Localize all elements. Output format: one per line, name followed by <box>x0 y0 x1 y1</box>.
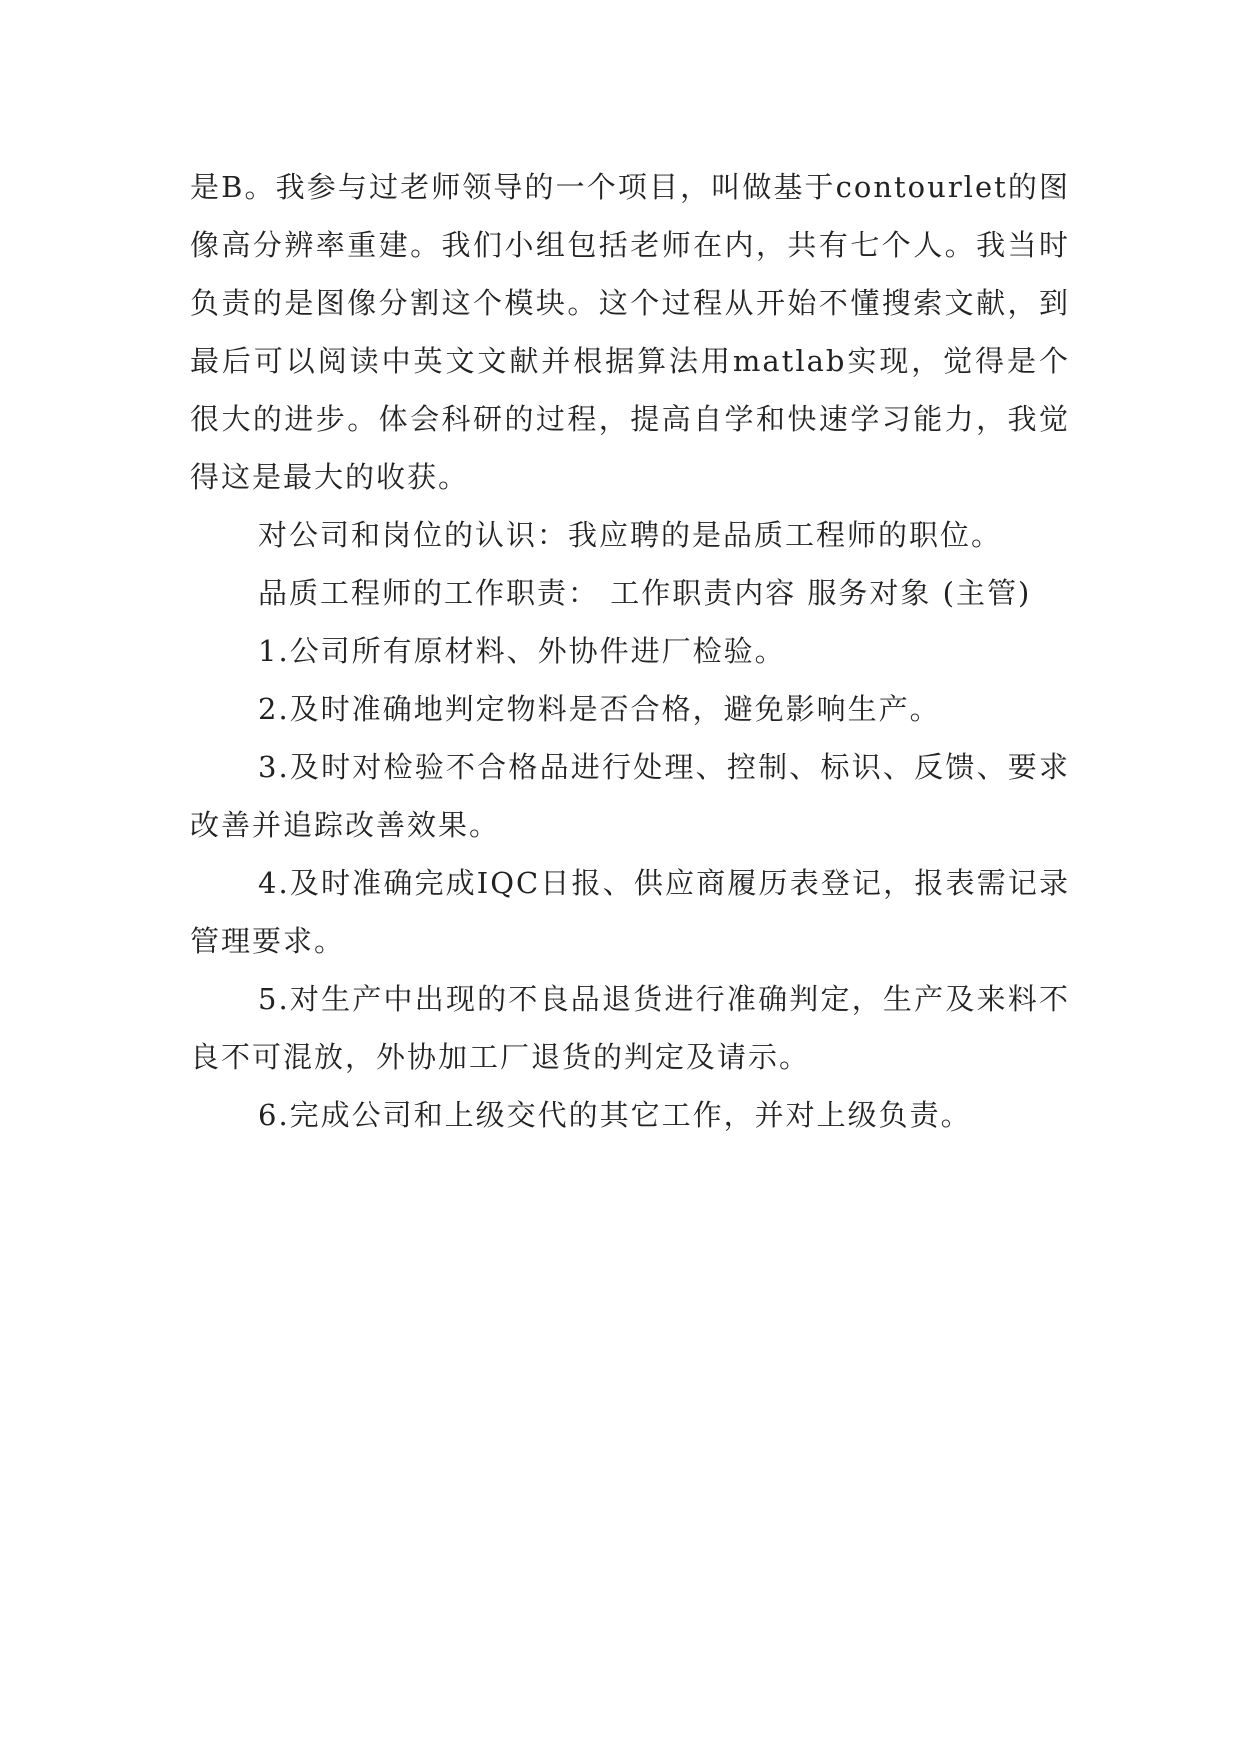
list-item-duty-2: 2.及时准确地判定物料是否合格，避免影响生产。 <box>258 692 941 726</box>
list-item-duty-5: 5.对生产中出现的不良品退货进行准确判定，生产及来料不良不可混放，外协加工厂退货的判定及请示。 <box>190 982 1070 1074</box>
list-item-duty-4: 4.及时准确完成IQC日报、供应商履历表登记，报表需记录管理要求。 <box>190 866 1070 958</box>
list-item-duty-3: 3.及时对检验不合格品进行处理、控制、标识、反馈、要求改善并追踪改善效果。 <box>190 750 1070 842</box>
list-item-duty-1: 1.公司所有原材料、外协件进厂检验。 <box>258 634 786 668</box>
document-body <box>190 158 1070 1144</box>
list-item-duty-6: 6.完成公司和上级交代的其它工作，并对上级负责。 <box>258 1098 972 1132</box>
paragraph-company-understanding: 对公司和岗位的认识：我应聘的是品质工程师的职位。 <box>258 518 1003 552</box>
paragraph-duties-heading: 品质工程师的工作职责： 工作职责内容 服务对象 (主管) <box>258 576 1032 610</box>
paragraph-project-experience: 是B。我参与过老师领导的一个项目，叫做基于contourlet的图像高分辨率重建。我们小组包括老师在内，共有七个人。我当时负责的是图像分割这个模块。这个过程从开始不懂搜索文献，到最后可以阅读中英文文献并根据算法用matlab实现，觉得是个很大的进步。体会科研的过程，提高自学和快速学习能力，我觉得这是最大的收获。 <box>190 170 1070 494</box>
